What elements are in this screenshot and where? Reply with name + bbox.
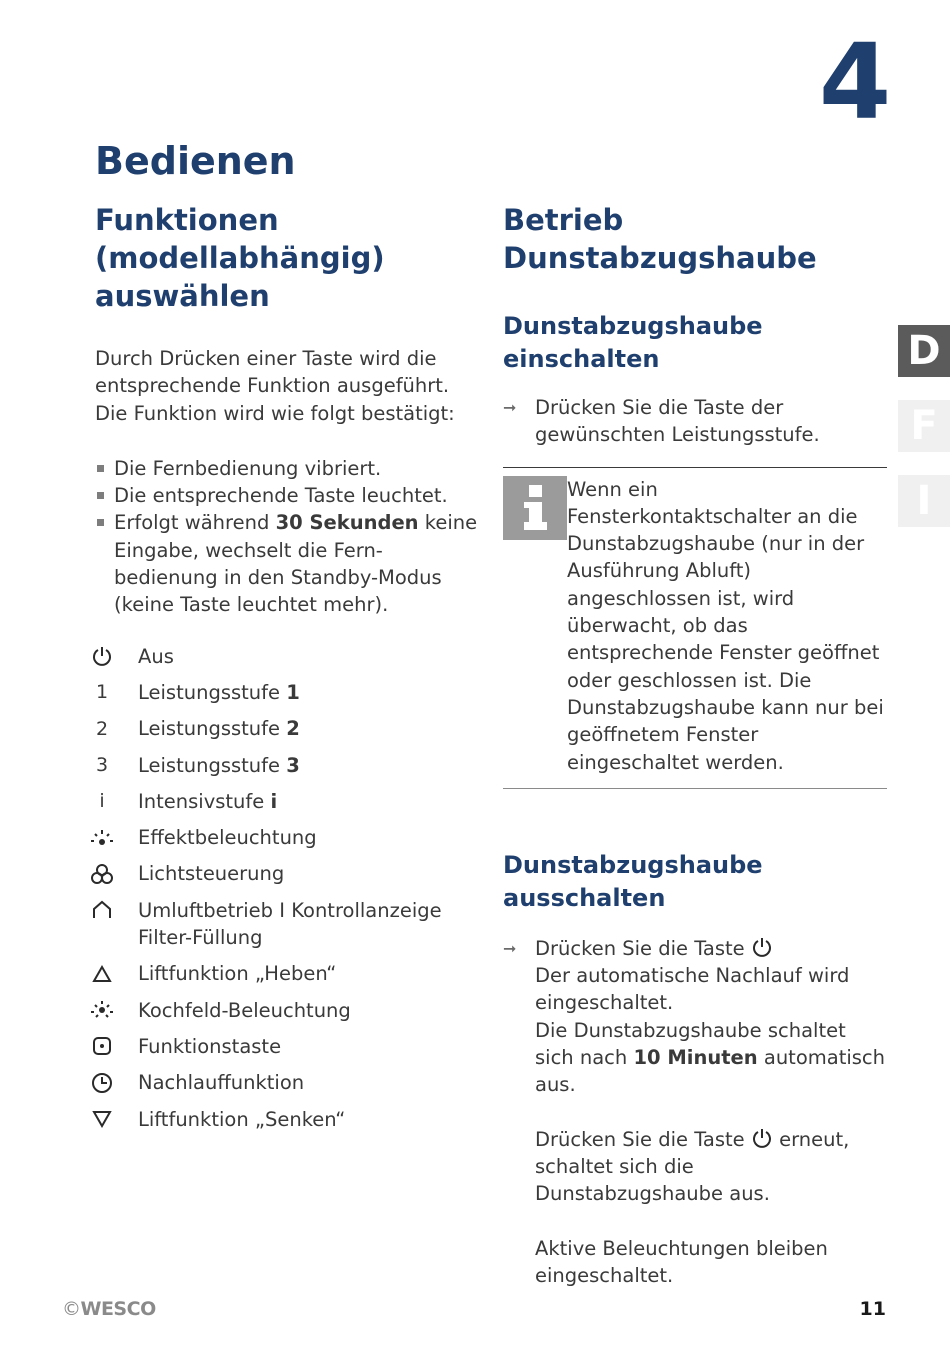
power-icon	[87, 643, 117, 670]
recirculation-icon	[87, 897, 117, 924]
arrow-right-icon: ➞	[503, 938, 517, 958]
switch-off-step: ➞ Drücken Sie die Taste Der automatische Nachlauf wird eingeschaltet. Die Dunstabzugshaube schaltet sich nach 10 Minuten automatisch aus. Drücken Sie die Taste erneut, schaltet sich die Dunstabzugshaube aus. Aktive Beleuchtungen bleiben eingeschaltet.	[503, 935, 887, 1289]
legend-row	[87, 752, 480, 779]
legend-label: Effektbeleuchtung	[138, 826, 317, 850]
legend-label: Leistungsstufe 3	[138, 753, 300, 777]
legend-label: Nachlauffunktion	[138, 1071, 305, 1095]
legend-row	[87, 824, 480, 851]
list-item: Die entsprechende Taste leuchtet.	[95, 482, 480, 509]
button-legend	[87, 643, 480, 1133]
page-title: Bedienen	[95, 139, 296, 183]
legend-label: Kochfeld-Beleuchtung	[138, 998, 351, 1022]
legend-row	[87, 997, 480, 1024]
confirmation-list	[95, 455, 480, 619]
info-note	[503, 468, 887, 788]
switch-off-again: Drücken Sie die Taste erneut, schaltet sich die Dunstabzugshaube aus.	[535, 1127, 850, 1206]
bullet-square-icon	[97, 465, 104, 472]
bullet-square-icon	[97, 519, 104, 526]
list-item: Erfolgt während 30 Sekunden keine Eingabe, wechselt die Fern-bedienung in den Standby-Modus (keine Taste leuchtet mehr).	[95, 509, 480, 618]
legend-symbol: i	[99, 790, 105, 813]
legend-label: Intensivstufe i	[138, 789, 278, 813]
language-tab-i[interactable]: I	[898, 475, 950, 527]
legend-label: Aus	[138, 644, 174, 668]
legend-label: Umluftbetrieb I Kontrollanzeige Filter-Füllung	[138, 898, 442, 950]
legend-label: Liftfunktion „Heben“	[138, 962, 337, 986]
legend-label: Funktionstaste	[138, 1034, 282, 1058]
legend-symbol: 2	[95, 717, 109, 740]
legend-row	[87, 1106, 480, 1133]
legend-label: Liftfunktion „Senken“	[138, 1107, 346, 1131]
info-text: Wenn ein Fensterkontaktschalter an die Dunstabzugshaube (nur in der Ausführung Abluft) angeschlossen ist, wird überwacht, ob das entsprechende Fenster geöffnet oder geschlossen ist. Die Dunstabzugshaube kann nur bei geöffnetem Fenster eingeschaltet werden.	[567, 477, 884, 774]
legend-symbol: 1	[95, 681, 109, 704]
legend-row	[87, 897, 480, 952]
divider	[503, 788, 887, 789]
left-column	[95, 201, 480, 1142]
lights-note: Aktive Beleuchtungen bleiben eingeschaltet.	[535, 1236, 828, 1287]
info-icon	[503, 476, 567, 540]
function-key-icon	[87, 1033, 117, 1060]
switch-off-heading: Dunstabzugshaube ausschalten	[503, 850, 763, 912]
legend-symbol: 3	[95, 754, 109, 777]
arrow-right-icon: ➞	[503, 398, 517, 417]
language-tab-d[interactable]: D	[898, 325, 950, 377]
light-control-icon	[87, 860, 117, 887]
language-tab-f[interactable]: F	[898, 400, 950, 452]
list-item: Die Fernbedienung vibriert.	[95, 455, 480, 482]
legend-label: Leistungsstufe 1	[138, 680, 300, 704]
power-icon	[751, 936, 773, 958]
triangle-down-icon	[87, 1106, 117, 1133]
legend-row	[87, 643, 480, 670]
right-column	[503, 201, 887, 1289]
hob-light-icon	[87, 997, 117, 1024]
legend-row	[87, 960, 480, 987]
switch-on-step: ➞ Drücken Sie die Taste der gewünschten Leistungsstufe.	[503, 396, 820, 447]
legend-label: Lichtsteuerung	[138, 862, 285, 886]
ambient-light-icon	[87, 824, 117, 851]
legend-row	[87, 715, 480, 742]
clock-icon	[87, 1069, 117, 1096]
legend-row	[87, 1033, 480, 1060]
legend-row	[87, 679, 480, 706]
chapter-number: 4	[818, 21, 892, 143]
footer-logo: ©WESCO	[62, 1298, 156, 1320]
legend-label: Leistungsstufe 2	[138, 717, 300, 741]
switch-on-heading: Dunstabzugshaube einschalten	[503, 312, 763, 373]
operation-heading: Betrieb Dunstabzugshaube	[503, 203, 817, 275]
legend-row	[87, 788, 480, 815]
legend-row	[87, 1069, 480, 1096]
legend-row	[87, 860, 480, 887]
page-number: 11	[859, 1298, 886, 1320]
bullet-square-icon	[97, 492, 104, 499]
functions-intro: Durch Drücken einer Taste wird die entsprechende Funktion ausgeführt. Die Funktion wird wie folgt bestätigt:	[95, 347, 455, 425]
power-icon	[751, 1127, 773, 1149]
triangle-up-icon	[87, 960, 117, 987]
functions-heading: Funktionen (modellabhängig) auswählen	[95, 203, 385, 313]
